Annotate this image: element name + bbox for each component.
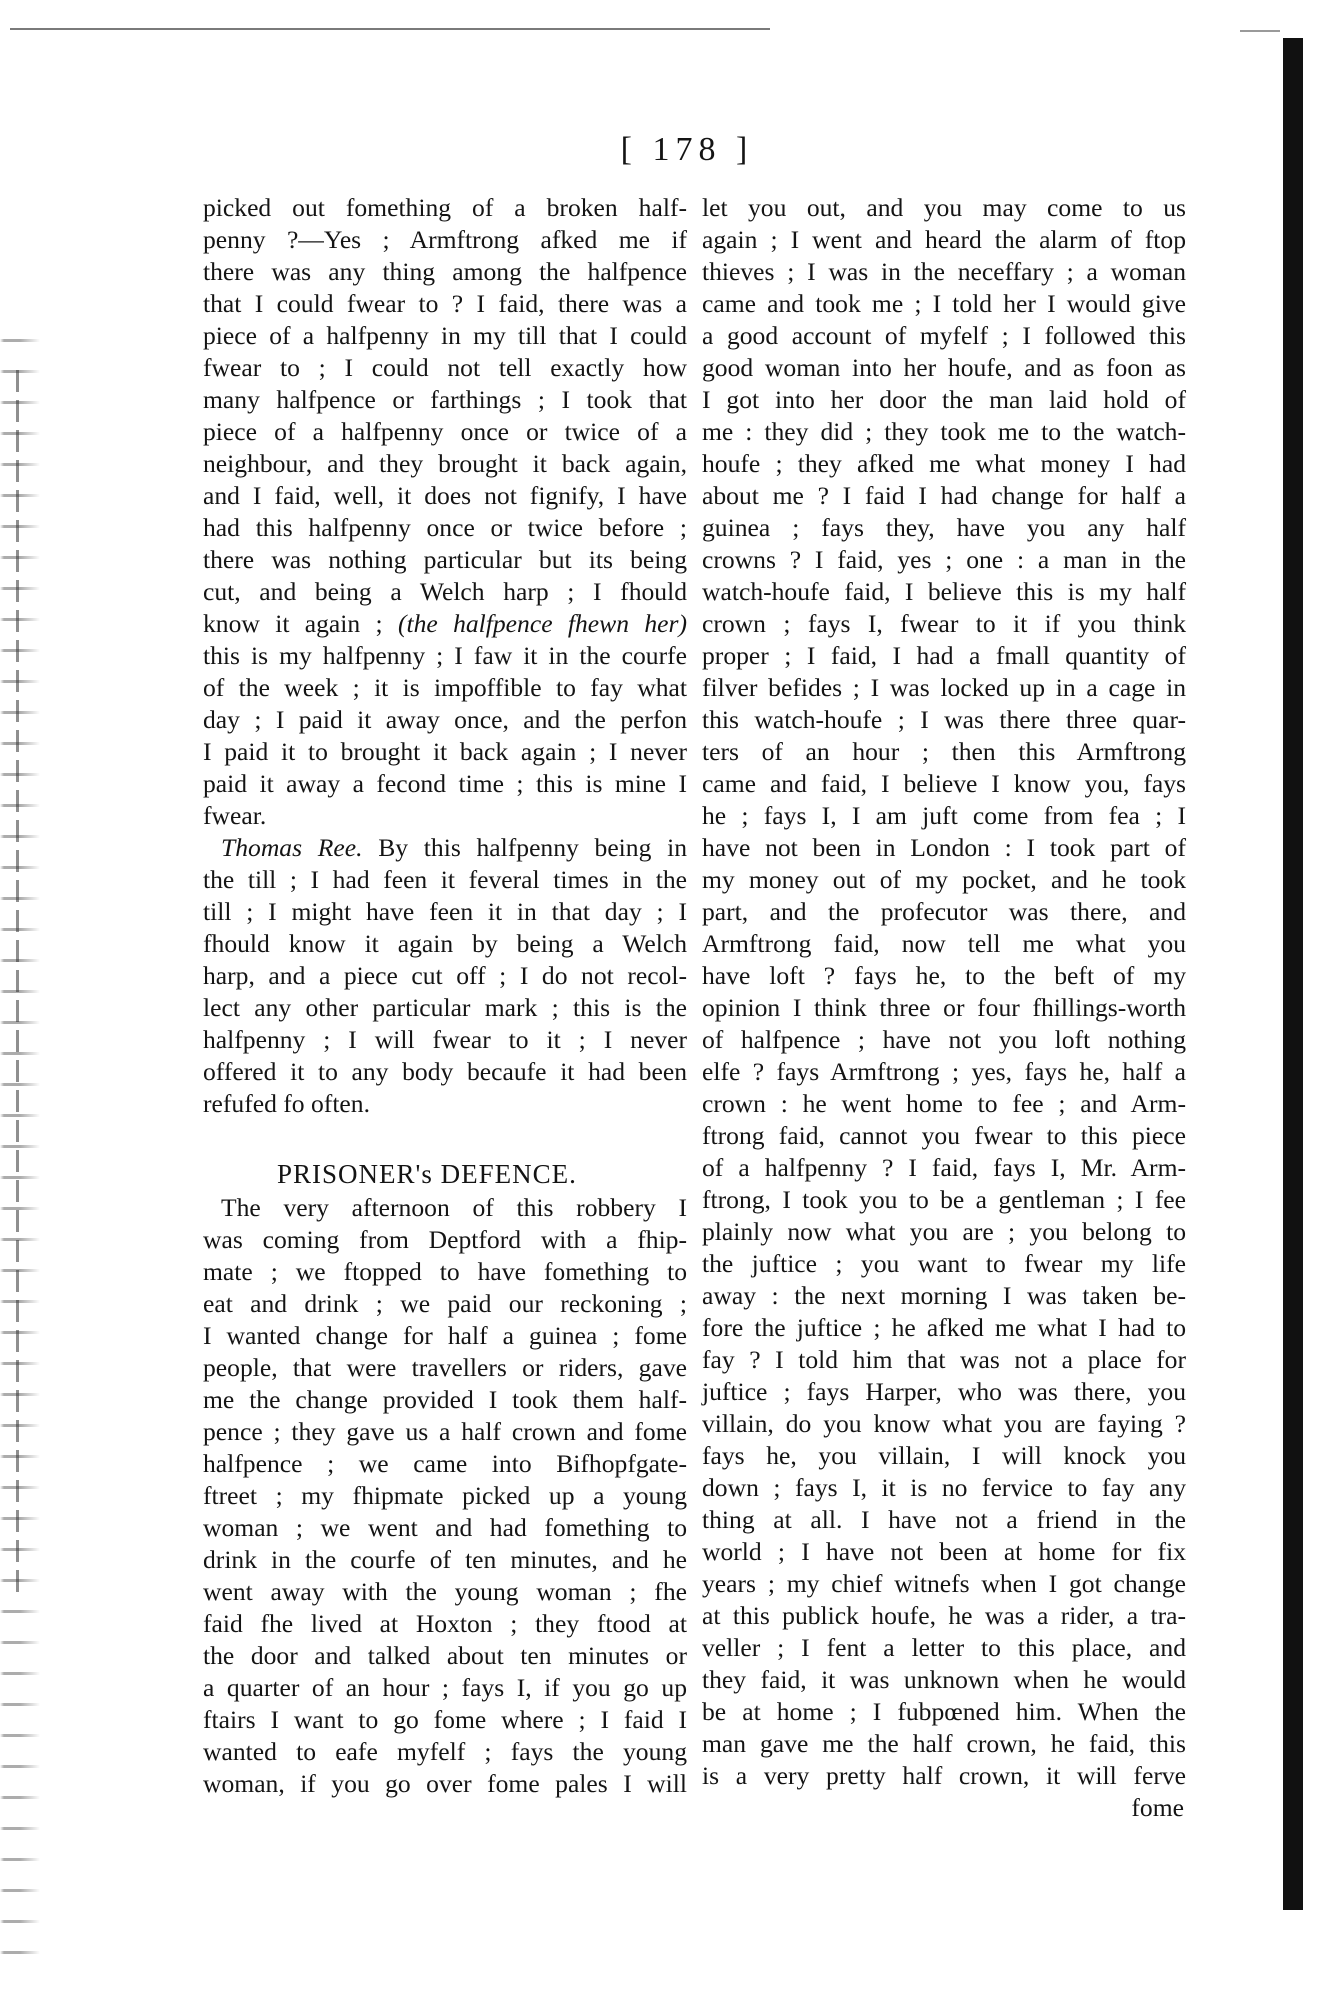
top-rule [10,28,770,30]
text-line: there was any thing among the halfpence [203,257,687,286]
text-line: world ; I have not been at home for fix [702,1537,1186,1566]
text-line: down ; fays I, it is no fervice to fay any [702,1473,1186,1502]
text-line: the door and talked about ten minutes or [203,1641,687,1670]
text-line: and I faid, well, it does not fignify, I have [203,481,687,510]
text-line: have not been in London : I took part of [702,833,1186,862]
text-line: thing at all. I have not a friend in the [702,1505,1186,1534]
text-line: have loft ? fays he, to the beft of my [702,961,1186,990]
text-line: drink in the courfe of ten minutes, and he [203,1545,687,1574]
text-line: went away with the young woman ; fhe [203,1577,687,1606]
text-line: ftrong faid, cannot you fwear to this piece [702,1121,1186,1150]
text-line: part, and the profecutor was there, and [702,897,1186,926]
left-block-3 [203,864,687,1120]
right-column [702,192,1186,1824]
text-line: refufed fo often. [203,1089,370,1118]
text-line: woman, if you go over fome pales I will [203,1769,687,1798]
text-line: I paid it to brought it back again ; I never [203,737,687,766]
text-line: halfpence ; we came into Bifhopfgate- [203,1449,687,1478]
text-line: wanted to eafe myfelf ; fays the young [203,1737,687,1766]
witness-line [203,832,687,864]
text-line: watch-houfe faid, I believe this is my half [702,577,1186,606]
text-span: know it again ; [203,609,398,638]
text-line: years ; my chief witnefs when I got change [702,1569,1186,1598]
text-line: veller ; I fent a letter to this place, and [702,1633,1186,1662]
text-line: let you out, and you may come to us [702,193,1186,222]
text-line: they faid, it was unknown when he would [702,1665,1186,1694]
text-line: came and took me ; I told her I would give [702,289,1186,318]
gutter-line [16,370,19,1600]
text-line: this watch-houfe ; I was there three quar- [702,705,1186,734]
text-line: piece of a halfpenny in my till that I could [203,321,687,350]
text-line: had this halfpenny once or twice before ; [203,513,687,542]
text-line: The very afternoon of this robbery I [221,1193,687,1222]
text-line: lect any other particular mark ; this is the [203,993,687,1022]
text-line: fore the juftice ; he afked me what I had to [702,1313,1186,1342]
text-line: penny ?—Yes ; Armftrong afked me if [203,225,687,254]
gutter-marks [0,330,40,1970]
section-heading: PRISONER's DEFENCE. [277,1159,577,1189]
text-line: that I could fwear to ? I faid, there was a [203,289,687,318]
text-line: mate ; we ftopped to have fomething to [203,1257,687,1286]
text-line: eat and drink ; we paid our reckoning ; [203,1289,687,1318]
text-line: man gave me the half crown, he faid, this [702,1729,1186,1758]
text-line: me : they did ; they took me to the watch- [702,417,1186,446]
catchword: fome [1131,1793,1184,1822]
text-line: crown : he went home to fee ; and Arm- [702,1089,1186,1118]
text-line: paid it away a fecond time ; this is mine I [203,769,687,798]
text-line: of a halfpenny ? I faid, fays I, Mr. Arm- [702,1153,1186,1182]
left-block-4 [203,1192,687,1800]
text-line: my money out of my pocket, and he took [702,865,1186,894]
left-column [203,192,687,1800]
text-line: the juftice ; you want to fwear my life [702,1249,1186,1278]
text-line: ftreet ; my fhipmate picked up a young [203,1481,687,1510]
text-line: crown ; fays I, fwear to it if you think [702,609,1186,638]
text-line: many halfpence or farthings ; I took that [203,385,687,414]
text-line: this is my halfpenny ; I faw it in the courfe [203,641,687,670]
text-line: at this publick houfe, he was a rider, a tra- [702,1601,1186,1630]
text-line: proper ; I faid, I had a fmall quantity of [702,641,1186,670]
text-line: plainly now what you are ; you belong to [702,1217,1186,1246]
text-line: away : the next morning I was taken be- [702,1281,1186,1310]
text-line: ftrong, I took you to be a gentleman ; I fee [702,1185,1186,1214]
text-line: a quarter of an hour ; fays I, if you go up [203,1673,687,1702]
text-line: the till ; I had feen it feveral times in the [203,865,687,894]
text-line: crowns ? I faid, yes ; one : a man in the [702,545,1186,574]
text-line: thieves ; I was in the neceffary ; a woman [702,257,1186,286]
text-line: guinea ; fays they, have you any half [702,513,1186,542]
text-span: By this halfpenny being in [362,833,687,862]
text-line: of the week ; it is impoffible to fay what [203,673,687,702]
text-line: neighbour, and they brought it back again, [203,449,687,478]
stage-direction: (the halfpence fhewn her) [397,609,687,638]
text-line: of halfpence ; have not you loft nothing [702,1025,1186,1054]
text-line: faid fhe lived at Hoxton ; they ftood at [203,1609,687,1638]
text-line: good woman into her houfe, and as foon as [702,353,1186,382]
text-line: about me ? I faid I had change for half a [702,481,1186,510]
text-line: juftice ; fays Harper, who was there, you [702,1377,1186,1406]
text-line: fwear to ; I could not tell exactly how [203,353,687,382]
text-line: he ; fays I, I am juft come from fea ; I [702,801,1186,830]
text-line: picked out fomething of a broken half- [203,193,687,222]
left-block-1 [203,192,687,608]
text-line: I got into her door the man laid hold of [702,385,1186,414]
text-line: again ; I went and heard the alarm of ftop [702,225,1186,254]
text-line [203,608,687,640]
text-line: fwear. [203,801,267,830]
binding-shadow [1283,38,1303,1910]
text-line: pence ; they gave us a half crown and fome [203,1417,687,1446]
text-line: piece of a halfpenny once or twice of a [203,417,687,446]
text-line: was coming from Deptford with a fhip- [203,1225,687,1254]
text-line: I wanted change for half a guinea ; fome [203,1321,687,1350]
text-line: fay ? I told him that was not a place for [702,1345,1186,1374]
text-line: is a very pretty half crown, it will ferve [702,1761,1186,1790]
text-line: day ; I paid it away once, and the perfon [203,705,687,734]
right-block [702,192,1186,1792]
text-line: houfe ; they afked me what money I had [702,449,1186,478]
text-line: elfe ? fays Armftrong ; yes, fays he, half a [702,1057,1186,1086]
text-line: harp, and a piece cut off ; I do not recol- [203,961,687,990]
text-line: me the change provided I took them half- [203,1385,687,1414]
text-line: people, that were travellers or riders, gave [203,1353,687,1382]
text-line: there was nothing particular but its being [203,545,687,574]
text-line: woman ; we went and had fomething to [203,1513,687,1542]
text-line: filver befides ; I was locked up in a cage in [702,673,1186,702]
text-line: offered it to any body becaufe it had been [203,1057,687,1086]
left-block-2 [203,640,687,832]
text-line: opinion I think three or four fhillings-worth [702,993,1186,1022]
text-line: a good account of myfelf ; I followed this [702,321,1186,350]
text-line: ters of an hour ; then this Armftrong [702,737,1186,766]
text-line: Armftrong faid, now tell me what you [702,929,1186,958]
text-line: till ; I might have feen it in that day ; I [203,897,687,926]
text-line: be at home ; I fubpœned him. When the [702,1697,1186,1726]
text-line: villain, do you know what you are faying ? [702,1409,1186,1438]
text-line: fays he, you villain, I will knock you [702,1441,1186,1470]
text-line: cut, and being a Welch harp ; I fhould [203,577,687,606]
text-line: ftairs I want to go fome where ; I faid I [203,1705,687,1734]
text-line: came and faid, I believe I know you, fays [702,769,1186,798]
text-line: fhould know it again by being a Welch [203,929,687,958]
spacer [203,1120,687,1156]
speaker-name: Thomas Ree. [221,833,363,862]
top-rule-right [1240,30,1280,32]
page-number: [ 178 ] [620,131,754,168]
text-line: halfpenny ; I will fwear to it ; I never [203,1025,687,1054]
